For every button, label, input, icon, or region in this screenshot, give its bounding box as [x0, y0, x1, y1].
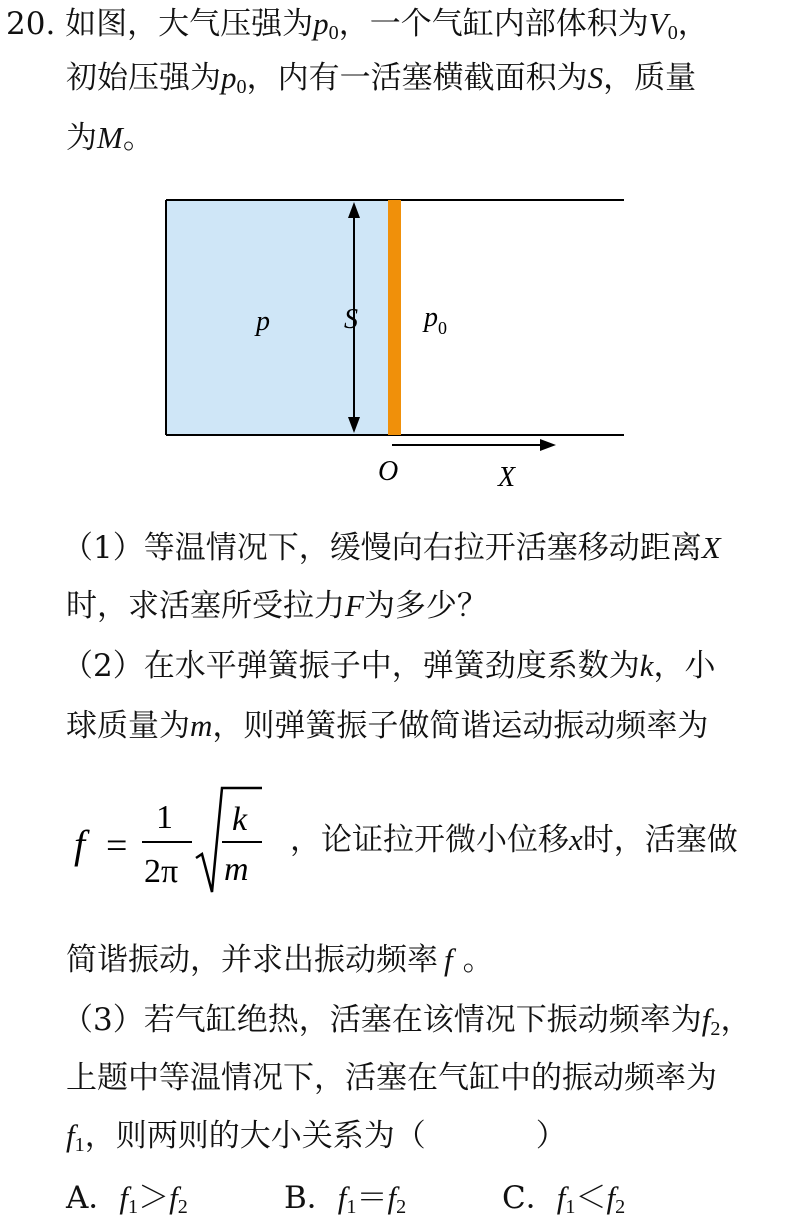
option-a[interactable]: A．$f_1>f_2$: [66, 1180, 188, 1219]
stem-line-3: [66, 118, 154, 158]
part2-line-2: [66, 706, 708, 746]
piston: [388, 200, 401, 435]
part2-line-4: [66, 940, 494, 980]
mass-m-symbol: m: [190, 708, 213, 743]
frequency-formula: [70, 770, 290, 900]
part3-text: ，则两则的大小关系为（: [84, 1118, 426, 1154]
stem-line-1: [6, 4, 709, 53]
part3-text: ）: [535, 1118, 567, 1154]
part3-line-2: [66, 1058, 717, 1098]
stem-text: ，质量: [603, 60, 697, 96]
part1-text: （1）等温情况下，缓慢向右拉开活塞移动距离: [62, 530, 702, 566]
v0-symbol: $V_0$: [648, 6, 678, 45]
part2-text: 球质量为: [66, 708, 190, 744]
option-operator: ＜: [575, 1180, 607, 1216]
label-p: p: [256, 306, 270, 337]
force-symbol: F: [345, 588, 364, 623]
option-c[interactable]: C．$f_1<f_2$: [502, 1180, 626, 1219]
part3-text: ，: [720, 1002, 752, 1038]
part2-text: ，小: [653, 648, 716, 684]
stem-text: 初始压强为: [66, 60, 221, 96]
question-number: 20.: [6, 6, 56, 42]
p0-symbol: $p_0$: [221, 60, 247, 99]
formula-m: m: [224, 851, 249, 888]
label-O: O: [378, 456, 399, 487]
stem-text: ，内有一活塞横截面积为: [246, 60, 588, 96]
part3-text: 上题中等温情况下，活塞在气缸中的振动频率为: [66, 1060, 717, 1096]
option-b[interactable]: B．$f_1=f_2$: [284, 1180, 407, 1219]
part2-text: ，则弹簧振子做简谐运动振动频率为: [212, 708, 709, 744]
part1-text: 时，求活塞所受拉力: [66, 588, 345, 624]
part2-text: ，论证拉开微小位移: [290, 822, 569, 858]
distance-symbol: X: [701, 530, 721, 565]
part2-text: 简谐振动，并求出振动频率: [66, 942, 438, 978]
stem-text: ，: [677, 6, 709, 42]
part2-line-1: [62, 646, 716, 686]
part2-text: 时，活塞做: [582, 822, 738, 858]
displacement-arrow-head: [540, 439, 556, 451]
part2-line-3: [290, 820, 738, 860]
frequency-symbol: f: [444, 942, 453, 977]
stem-text: 为: [66, 120, 97, 156]
formula-f: f: [74, 822, 86, 867]
label-p0: $p_0$: [424, 302, 447, 338]
formula-numerator: 1: [156, 799, 173, 836]
stiffness-symbol: k: [639, 648, 654, 683]
area-symbol: S: [587, 60, 604, 95]
small-x-symbol: x: [569, 822, 583, 857]
option-operator: ＞: [138, 1180, 170, 1216]
option-operator: ＝: [356, 1180, 388, 1216]
option-letter: B．: [284, 1180, 338, 1216]
option-letter: A．: [66, 1180, 120, 1216]
part3-line-3: [66, 1116, 567, 1165]
part1-text: 为多少？: [363, 588, 488, 624]
formula-denominator: 2π: [144, 853, 179, 890]
part2-text: （2）在水平弹簧振子中，弹簧劲度系数为: [62, 648, 640, 684]
part3-line-1: [62, 1000, 751, 1049]
p0-symbol: $p_0$: [313, 6, 339, 45]
stem-line-2: [66, 58, 696, 107]
label-X: X: [498, 462, 516, 493]
stem-text: 。: [122, 120, 154, 156]
stem-text: ，一个气缸内部体积为: [338, 6, 649, 42]
part1-line-1: [62, 528, 721, 568]
part2-text: 。: [462, 942, 494, 978]
option-letter: C．: [502, 1180, 557, 1216]
part1-line-2: [66, 586, 488, 626]
formula-k: k: [232, 801, 248, 838]
mass-symbol: M: [97, 120, 123, 155]
f1-symbol: $f_1$: [66, 1118, 85, 1157]
part3-text: （3）若气缸绝热，活塞在该情况下振动频率为: [62, 1002, 702, 1038]
label-S: S: [344, 304, 358, 335]
f2-symbol: $f_2$: [701, 1002, 721, 1041]
cylinder-figure: [0, 180, 797, 500]
stem-text: 如图，大气压强为: [65, 6, 314, 42]
formula-equals: =: [106, 825, 128, 867]
